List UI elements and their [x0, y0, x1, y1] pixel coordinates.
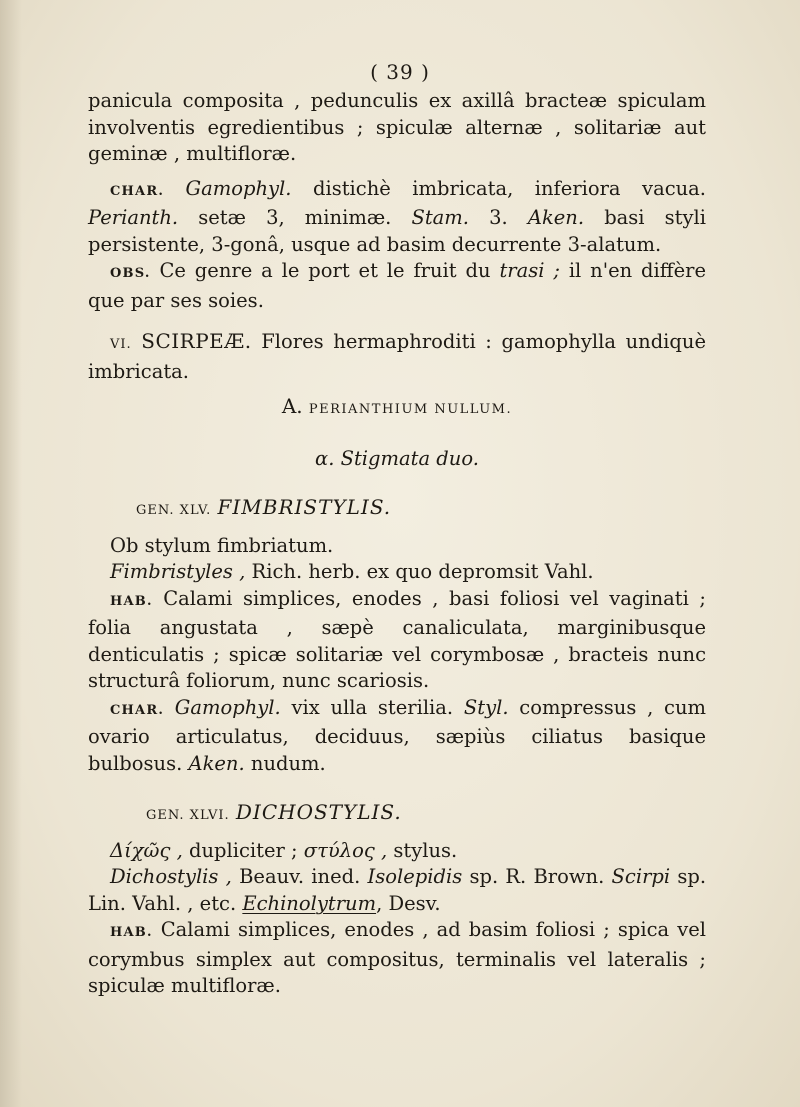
page-number: ( 39 ) — [370, 60, 430, 84]
subsection-heading: α. Stigmata duo. — [315, 446, 479, 470]
section-letter: A. — [281, 394, 303, 418]
synonymy-46: Dichostylis , Beauv. ined. Isolepidis sp. R. Brown. Scirpi sp. Lin. Vahl. , etc. Echinolytrum, Desv. — [88, 865, 707, 915]
genus-number: GEN. XLV. — [136, 503, 212, 518]
tribe-number: VI. — [110, 337, 132, 352]
tribe-heading — [88, 328, 706, 385]
genus-heading-45 — [88, 494, 706, 525]
term-trasi: trasi ; — [499, 259, 560, 282]
tribe-name: SCIRPEÆ. — [141, 329, 252, 353]
term-gamophyl: Gamophyl. — [185, 176, 292, 200]
section-heading — [88, 393, 706, 424]
term-stam: Stam. — [411, 206, 469, 229]
tribe-description: Flores hermaphroditi : gamophylla undiquè imbricata. — [88, 330, 706, 383]
section-title: PERIANTHIUM NULLUM. — [308, 402, 513, 417]
char-paragraph-45: CHAR. Gamophyl. vix ulla sterilia. Styl. compressus , cum ovario articulatus, deciduus, sæpiùs ciliatus basique bulbosus. Aken. nudum. — [88, 695, 707, 775]
char-label: CHAR. — [110, 702, 165, 718]
char-label: CHAR. — [110, 183, 165, 199]
hab-label: HAB. — [110, 925, 153, 940]
char-paragraph-1: CHAR. Gamophyl. distichè imbricata, inferiora vacua. Perianth. setæ 3, minimæ. Stam. 3. Aken. basi styli persistente, 3-gonâ, usque ad basim decurrente 3-alatum. — [88, 176, 706, 256]
intro-paragraph: panicula composita , pedunculis ex axillâ bracteæ spiculam involventis egredientibus ; spiculæ alternæ , solitariæ aut geminæ , multifloræ. — [88, 89, 706, 165]
synonymy-45: Fimbristyles , Rich. herb. ex quo depromsit Vahl. — [110, 560, 594, 583]
genus-number: GEN. XLVI. — [146, 808, 230, 823]
habit-46: HAB. Calami simplices, enodes , ad basim foliosi ; spica vel corymbus simplex aut compositus, terminalis vel lateralis ; spiculæ multifloræ. — [88, 918, 706, 997]
etymology-45: Ob stylum fimbriatum. — [110, 533, 334, 557]
hab-label: HAB. — [110, 593, 153, 609]
etymology-46: Δίχῶς , dupliciter ; στύλος , stylus. — [110, 838, 458, 862]
genus-name: DICHOSTYLIS. — [235, 800, 402, 824]
genus-heading-46 — [88, 799, 706, 830]
term-aken: Aken. — [527, 206, 585, 229]
page-edge-shadow — [0, 0, 22, 1107]
page-body — [88, 88, 706, 1000]
genus-name: FIMBRISTYLIS. — [217, 495, 392, 519]
habit-45: HAB. Calami simplices, enodes , basi foliosi vel vaginati ; folia angustata , sæpè canaliculata, marginibusque denticulatis ; spicæ solitariæ vel corymbosæ , bracteis nunc structurâ foliorum, nunc scariosis. — [88, 586, 706, 692]
term-perianth: Perianth. — [88, 206, 179, 229]
obs-label: OBS. — [110, 266, 151, 281]
obs-paragraph: OBS. Ce genre a le port et le fruit du trasi ; il n'en diffère que par ses soies. — [88, 259, 707, 312]
